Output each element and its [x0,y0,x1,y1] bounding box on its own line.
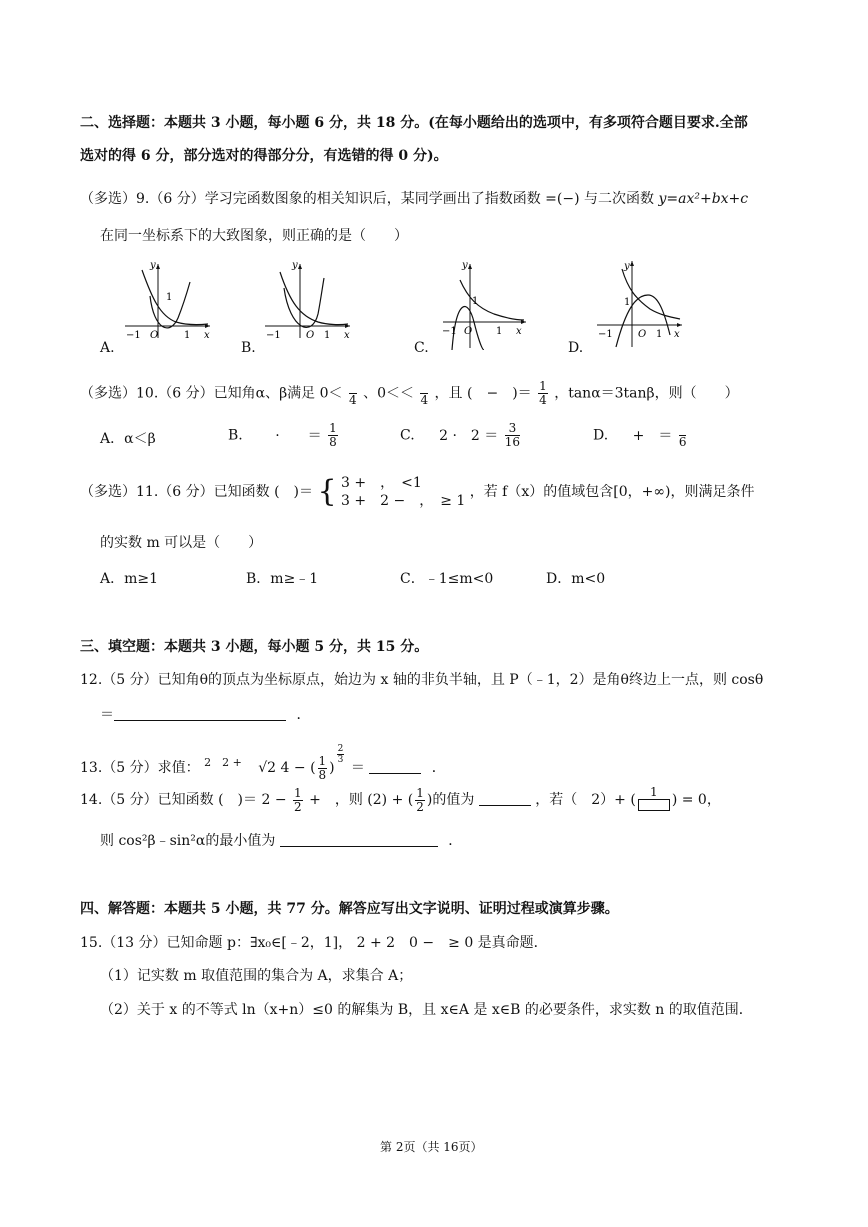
q13-prefix: 13.（5 分）求值： [80,760,200,776]
q14-line2-prefix: 则 cos²β﹣sin²α的最小值为 [100,833,276,849]
q11-line1 [80,472,754,512]
q11-pieces [341,474,465,510]
q14-line1 [80,786,721,814]
q9-formula: =(−) [545,191,580,207]
q13-exp-num: 2 [337,744,344,754]
q10-frac1-den: 4 [348,393,357,407]
q14-half-num: 1 [416,785,424,800]
q11-option-d[interactable]: D．m<0 [546,571,606,587]
q12-equals: ＝ [100,707,114,723]
q13-exp-den: 3 [337,755,344,765]
q14-mid: ，若（ 2）+ ( [535,792,636,808]
q10-lt2: ＜ [400,385,414,402]
q10-option-a[interactable]: A．α＜β [100,431,156,447]
q9-graph-c-neg-one: −1 [442,326,457,337]
q9-graph-d-x-label: x [674,329,680,340]
q10-option-b-den: 8 [329,435,337,449]
q14-fn: ( )＝ [218,792,258,808]
q9-graph-b-neg-one: −1 [266,330,281,340]
q15-line1b: 2 + 2 0 − ≥ 0 是真命题． [356,935,548,951]
q15-sub2: （2）关于 x 的不等式 ln（x+n）≤0 的解集为 B，且 x∈A 是 x∈B 的必要条件，求实数 n 的取值范围． [100,1002,753,1018]
q10-paren: ( − )＝ [467,385,532,402]
q10-tail: ，tanα＝3tanβ，则（ ） [554,385,739,402]
q15-line1a: 15.（13 分）已知命题 p：∃x₀∈[﹣2，1]， [80,935,353,951]
q9-graph-d-one-x: 1 [656,329,663,340]
q9-graph-a-origin: O [150,330,159,340]
section2-header-line1: 二、选择题：本题共 3 小题，每小题 6 分，共 18 分。(在每小题给出的选项中，有多项符合题目要求.全部 [80,115,748,131]
section3-header: 三、填空题：本题共 3 小题，每小题 5 分，共 15 分。 [80,639,429,655]
q9-option-b[interactable]: B. [241,340,256,356]
q10-and: ，且 [434,385,463,402]
q10-option-b-label: B. [228,427,243,444]
q11-tag: （多选）11.（6 分）已知函数 [80,484,270,500]
q13-exponent [337,744,345,765]
q12-answer-blank[interactable] [114,706,286,721]
q9-graph-c-y-label: y [462,260,468,271]
q9-graph-a-y-label: y [150,260,156,271]
q10-option-d-frac [679,422,687,449]
q11-line2: 的实数 m 可以是（ ） [100,535,263,551]
q9-line1 [80,189,748,209]
q9-graph-d-y-label: y [624,261,630,272]
q10-option-b-frac [328,422,338,449]
q11-brace: { [317,474,337,509]
q10-option-c-body: 2 · 2 ＝ [439,427,499,444]
q10-mid: 、0＜ [363,385,400,402]
q14-plus: + ，则 [309,792,363,808]
q9-graph-b-origin: O [306,330,315,340]
q10-option-b[interactable] [228,422,340,449]
q10-option-c[interactable] [400,422,522,449]
q10-option-b-body: · ＝ [275,427,322,444]
q9-graph-b-x-label: x [344,330,350,340]
q12-period: ． [296,707,311,723]
q13-expr2: √2 4 − ( [258,760,316,776]
q10-frac1 [349,380,357,407]
q11-tail: ，若 f（x）的值域包含[0，+∞)，则满足条件 [469,484,755,500]
q11-piece1: 3 + ， <1 [341,475,422,491]
q14-end-expr: ) = 0， [671,792,721,808]
q14-line2 [100,831,462,851]
q13-expr1: 2 2 + [204,756,242,769]
q9-line2: 在同一坐标系下的大致图象，则正确的是（ ） [100,228,408,244]
q13-frac-num: 1 [318,753,327,768]
q13-answer-blank[interactable] [369,759,421,774]
q11-option-a[interactable]: A．m≥1 [100,571,159,587]
section2-header-line2: 选对的得 6 分，部分选对的得部分分，有选错的得 0 分)。 [80,148,448,164]
q10-option-d-body: + ＝ [632,427,673,444]
q10-option-b-num: 1 [329,421,337,435]
q9-graph-a-one-y: 1 [166,292,173,303]
q9-graph-d [592,255,687,350]
q14-bar-num: 1 [638,786,670,800]
q14-bar-frac [638,786,670,814]
q14-fn-num: 1 [294,785,302,800]
q13-frac [318,755,328,782]
q14-expr: 2 − [261,792,287,808]
q13-frac-den: 8 [318,767,327,782]
page-footer: 第 2页（共 16页） [380,1140,483,1154]
q14-prefix: 14.（5 分）已知函数 [80,792,214,808]
q12-line1: 12.（5 分）已知角θ的顶点为坐标原点，始边为 x 轴的非负半轴，且 P（﹣1，2）是角θ终边上一点，则 cosθ [80,672,764,688]
q14-fn-den: 2 [294,799,302,814]
q9-graph-c-one-x: 1 [496,326,503,337]
q10-line1 [80,380,739,407]
q10-tag: （多选）10.（6 分）已知角α、β满足 0＜ [80,385,343,402]
q9-graph-c-x-label: x [516,326,522,337]
q14-fn-frac [293,787,303,814]
q9-graph-a-one-x: 1 [184,330,191,340]
q9-option-c[interactable]: C. [414,340,429,356]
q9-graph-c-origin: O [464,326,473,337]
q9-graph-d-one-y: 1 [624,297,631,308]
q13-period: ． [431,760,446,776]
q14-f2: (2) + ( [367,792,414,808]
q9-graph-a-neg-one: −1 [126,330,141,340]
q10-frac3-num: 1 [539,379,547,393]
q14-half-den: 2 [416,799,424,814]
q10-option-d-den: 6 [678,435,687,449]
q9-mid: 与二次函数 [584,191,655,207]
q15-line1 [80,933,548,953]
q9-option-a[interactable]: A. [100,340,115,356]
q15-sub1: （1）记实数 m 取值范围的集合为 A，求集合 A； [100,968,413,984]
q9-graph-b [260,258,355,340]
q9-quad: y=ax²+bx+c [658,191,749,207]
q13-line [80,744,446,782]
q11-piece2: 3 + 2 − ， ≥ 1 [341,493,466,509]
q10-option-c-den: 16 [504,435,521,449]
q9-tag: （多选）9.（6 分）学习完函数图象的相关知识后，某同学画出了指数函数 [80,191,541,207]
q10-frac2-den: 4 [420,393,429,407]
section4-header: 四、解答题：本题共 5 小题，共 77 分。解答应写出文字说明、证明过程或演算步骤。 [80,901,619,917]
q12-line2 [100,705,310,725]
q9-graph-d-neg-one: −1 [598,329,613,340]
q14-period: ． [448,833,463,849]
q9-graph-d-origin: O [638,329,647,340]
q10-frac3-den: 4 [539,393,547,407]
q10-frac3 [538,380,548,407]
q11-fn: ( )＝ [274,484,314,500]
q11-option-b[interactable]: B．m≥﹣1 [246,571,319,587]
q11-option-c[interactable]: C．﹣1≤m<0 [400,571,494,587]
q9-graph-a-x-label: x [204,330,210,340]
q10-frac2 [420,380,428,407]
q9-graph-c-one-y: 1 [472,296,479,307]
q14-half-frac [415,787,425,814]
q10-option-c-label: C. [400,427,415,444]
q14-answer-blank-1[interactable] [479,791,531,806]
q9-graph-b-y-label: y [292,260,298,271]
q9-graph-c [438,258,533,350]
q10-option-c-num: 3 [505,422,520,436]
q13-paren-close: ) [329,760,335,776]
q9-graph-b-one-x: 1 [324,330,331,340]
q9-option-d[interactable]: D. [568,340,584,356]
q10-option-c-frac [505,422,520,449]
q14-after-half: )的值为 [426,792,475,808]
q13-equals: ＝ [350,760,365,776]
q10-option-d-label: D. [593,427,609,444]
q10-option-d[interactable] [593,422,688,449]
q14-answer-blank-2[interactable] [280,832,438,847]
q9-graph-a [120,258,215,340]
